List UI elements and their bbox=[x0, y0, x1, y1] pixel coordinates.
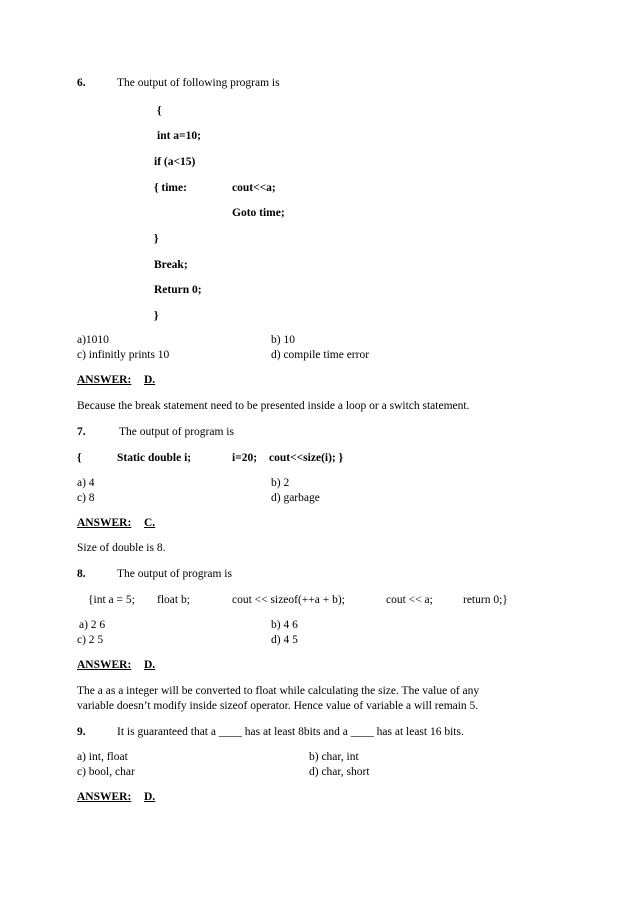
q9-answer-label: ANSWER: bbox=[77, 791, 132, 803]
q6-prompt: The output of following program is bbox=[117, 77, 280, 89]
q7-answer-label: ANSWER: bbox=[77, 517, 132, 529]
q8-answer-label: ANSWER: bbox=[77, 659, 132, 671]
q7-answer-value: C. bbox=[144, 517, 156, 529]
q6-code-cout: cout<<a; bbox=[232, 182, 276, 194]
q8-prompt: The output of program is bbox=[117, 568, 232, 580]
q7-number: 7. bbox=[77, 426, 86, 438]
q7-explanation: Size of double is 8. bbox=[77, 542, 166, 554]
q8-code-part2: float b; bbox=[157, 594, 190, 606]
q8-option-c: c) 2 5 bbox=[77, 634, 104, 646]
q9-prompt: It is guaranteed that a ____ has at least 8bits and a ____ has at least 16 bits. bbox=[117, 726, 464, 738]
q8-answer-value: D. bbox=[144, 659, 156, 671]
q7-code-assign: i=20; bbox=[232, 452, 258, 464]
q6-code-return: Return 0; bbox=[154, 284, 202, 296]
q6-answer-value: D. bbox=[144, 374, 156, 386]
q8-code-part1: {int a = 5; bbox=[88, 594, 135, 606]
q6-option-b: b) 10 bbox=[271, 334, 295, 346]
q9-option-c: c) bool, char bbox=[77, 766, 135, 778]
q6-code-cond: if (a<15) bbox=[154, 156, 196, 168]
q9-option-b: b) char, int bbox=[309, 751, 359, 763]
q6-number: 6. bbox=[77, 77, 86, 89]
q7-code-open-brace: { bbox=[77, 452, 82, 464]
q6-option-a: a)1010 bbox=[77, 334, 109, 346]
q6-code-label: { time: bbox=[154, 182, 187, 194]
q6-option-d: d) compile time error bbox=[271, 349, 370, 361]
q6-code-decl: int a=10; bbox=[157, 130, 201, 142]
q6-code-close-brace: } bbox=[154, 233, 159, 245]
q9-number: 9. bbox=[77, 726, 86, 738]
q7-option-a: a) 4 bbox=[77, 477, 95, 489]
q9-option-d: d) char, short bbox=[309, 766, 370, 778]
q6-code-break: Break; bbox=[154, 259, 188, 271]
q8-number: 8. bbox=[77, 568, 86, 580]
q7-code-stmt: cout<<size(i); } bbox=[269, 452, 344, 464]
q8-option-d: d) 4 5 bbox=[271, 634, 298, 646]
q7-option-b: b) 2 bbox=[271, 477, 290, 489]
q6-answer-label: ANSWER: bbox=[77, 374, 132, 386]
q8-option-a: a) 2 6 bbox=[79, 619, 106, 631]
q9-option-a: a) int, float bbox=[77, 751, 128, 763]
q8-code-part3: cout << sizeof(++a + b); bbox=[232, 594, 345, 606]
q8-explanation-line2: variable doesn’t modify inside sizeof operator. Hence value of variable a will remain 5. bbox=[77, 700, 479, 712]
q8-option-b: b) 4 6 bbox=[271, 619, 298, 631]
q7-code-decl: Static double i; bbox=[117, 452, 192, 464]
q9-answer-value: D. bbox=[144, 791, 156, 803]
q6-explanation: Because the break statement need to be presented inside a loop or a switch statement. bbox=[77, 400, 470, 412]
q8-explanation-line1: The a as a integer will be converted to float while calculating the size. The value of any bbox=[77, 685, 480, 697]
q8-code-part4: cout << a; bbox=[386, 594, 433, 606]
q6-code-open-brace: { bbox=[157, 105, 162, 117]
q7-option-c: c) 8 bbox=[77, 492, 95, 504]
q7-prompt: The output of program is bbox=[119, 426, 234, 438]
q8-code-part5: return 0;} bbox=[463, 594, 508, 606]
q6-code-close-brace-2: } bbox=[154, 310, 159, 322]
q6-code-goto: Goto time; bbox=[232, 207, 285, 219]
q7-option-d: d) garbage bbox=[271, 492, 320, 504]
q6-option-c: c) infinitly prints 10 bbox=[77, 349, 170, 361]
